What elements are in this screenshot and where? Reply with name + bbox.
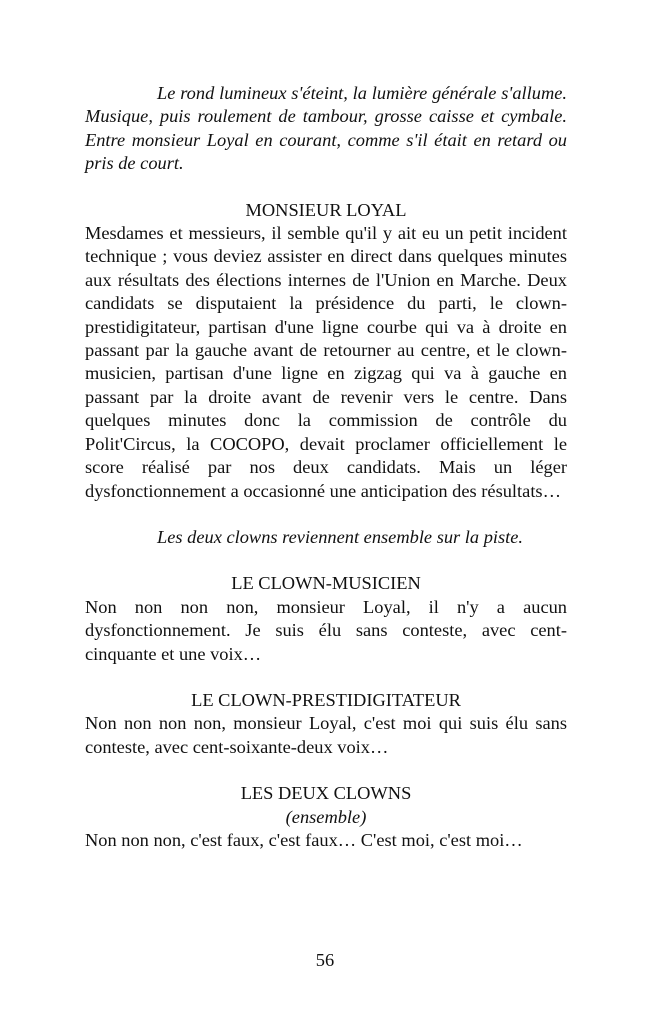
speaker-clown-musicien: LE CLOWN-MUSICIEN — [231, 573, 421, 594]
speech-clown-prestidigitateur: Non non non non, monsieur Loyal, c'est moi qui suis élu sans conteste, avec cent-soixante-deux voix… — [85, 713, 567, 757]
speaker-monsieur-loyal: MONSIEUR LOYAL — [245, 199, 407, 220]
speech-monsieur-loyal: Mesdames et messieurs, il semble qu'il y ait eu un petit incident technique ; vous deviez assister en direct dans quelques minutes aux résultats des élections internes de l'Union en Marche. Deux candidats se disputaient la présidence du parti, le clown-prestidigitateur, partisan d'une ligne courbe qui va à droite en passant par la gauche avant de retourner au centre, et le clown-musicien, partisan d'une ligne en zigzag qui va à gauche en passant par la droite avant de revenir vers le centre. Dans quelques minutes donc la commission de contrôle du Polit'Circus, la COCOPO, devait proclamer officiellement le score réalisé par nos deux candidats. Mais un léger dysfonctionnement a occasionné une anticipation des résultats… — [85, 223, 567, 501]
speech-les-deux-clowns: Non non non, c'est faux, c'est faux… C'est moi, c'est moi… — [85, 829, 523, 850]
speaker-clown-prestidigitateur: LE CLOWN-PRESTIDIGITATEUR — [191, 689, 461, 710]
speech-clown-musicien: Non non non non, monsieur Loyal, il n'y a aucun dysfonctionnement. Je suis élu sans conteste, avec cent-cinquante et une voix… — [85, 596, 567, 664]
direction-ensemble: (ensemble) — [285, 806, 367, 827]
page-text — [85, 82, 567, 852]
speaker-les-deux-clowns: LES DEUX CLOWNS — [240, 783, 412, 804]
page-number: 56 — [315, 950, 335, 970]
stage-direction-opening: Le rond lumineux s'éteint, la lumière générale s'allume. Musique, puis roulement de tambour, grosse caisse et cymbale. Entre monsieur Loyal en courant, comme s'il était en retard ou pris de court. — [85, 83, 567, 174]
stage-direction-clowns-return: Les deux clowns reviennent ensemble sur la piste. — [157, 526, 524, 547]
